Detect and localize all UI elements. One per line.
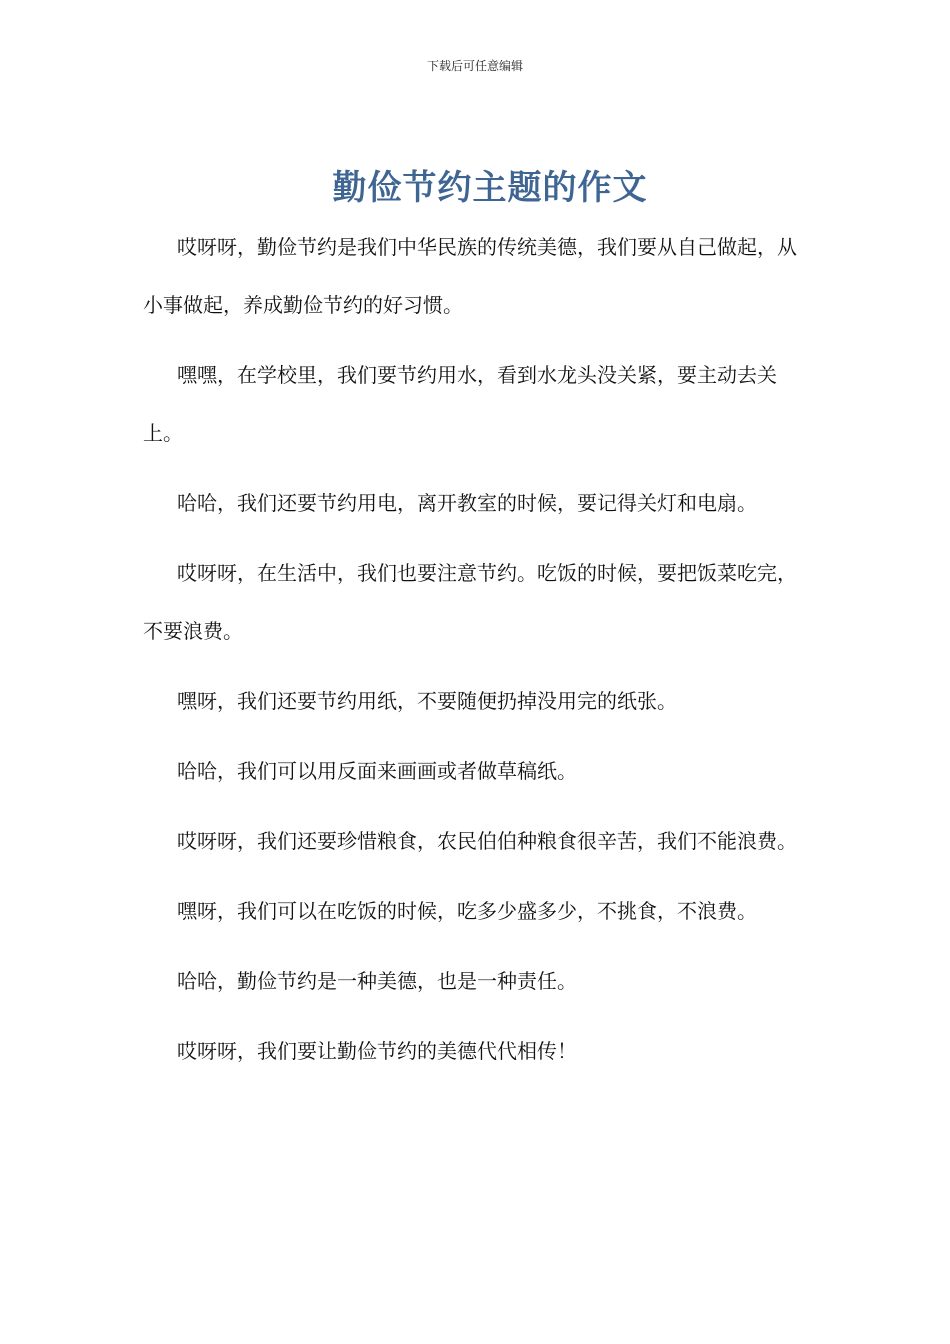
paragraph: 嘿呀，我们可以在吃饭的时候，吃多少盛多少，不挑食，不浪费。 [177,899,757,923]
document-title: 勤俭节约主题的作文 [332,168,648,208]
paragraph: 嘿呀，我们还要节约用纸，不要随便扔掉没用完的纸张。 [177,689,677,713]
document-body [143,218,815,1092]
paragraph: 哈哈，我们还要节约用电，离开教室的时候，要记得关灯和电扇。 [177,491,757,515]
paragraph: 哎呀呀，在生活中，我们也要注意节约。吃饭的时候，要把饭菜吃完，不要浪费。 [143,561,797,643]
paragraph: 哎呀呀，勤俭节约是我们中华民族的传统美德，我们要从自己做起，从小事做起，养成勤俭节约的好习惯。 [143,235,797,317]
header-note: 下载后可任意编辑 [426,59,523,73]
paragraph: 哈哈，勤俭节约是一种美德，也是一种责任。 [177,969,577,993]
paragraph: 哎呀呀，我们要让勤俭节约的美德代代相传！ [177,1039,577,1063]
paragraph: 哈哈，我们可以用反面来画画或者做草稿纸。 [177,759,577,783]
paragraph: 嘿嘿，在学校里，我们要节约用水，看到水龙头没关紧，要主动去关上。 [143,363,777,445]
paragraph: 哎呀呀，我们还要珍惜粮食，农民伯伯种粮食很辛苦，我们不能浪费。 [177,829,797,853]
